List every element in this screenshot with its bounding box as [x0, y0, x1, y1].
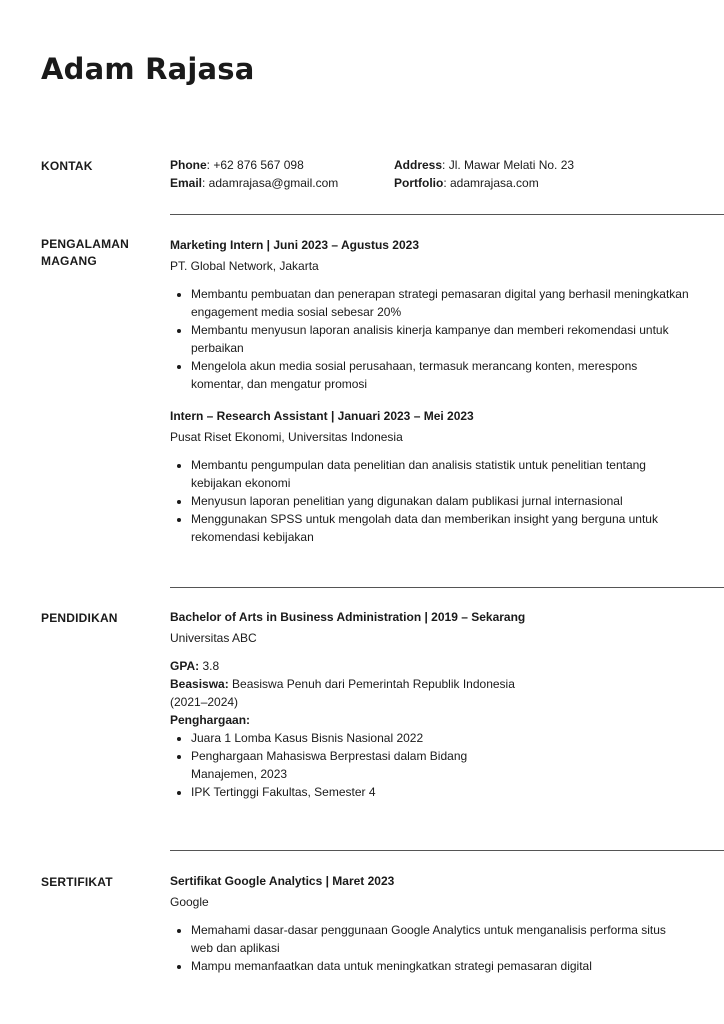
job-organization: PT. Global Network, Jakarta: [170, 259, 319, 273]
email-value: : adamrajasa@gmail.com: [202, 176, 339, 190]
education-section: [170, 608, 690, 801]
list-item: • Membantu menyusun laporan analisis kinerja kampanye dan memberi rekomendasi untuk perbaikan: [191, 321, 690, 357]
scholarship-value: Beasiswa Penuh dari Pemerintah Republik Indonesia: [228, 677, 515, 691]
portfolio-label: Portfolio: [394, 176, 444, 190]
list-item: • Membantu pembuatan dan penerapan strategi pemasaran digital yang berhasil meningkatkan engagement media sosial sebesar 20%: [191, 285, 690, 321]
job-organization: Pusat Riset Ekonomi, Universitas Indonesia: [170, 430, 403, 444]
section-label-experience-line1: PENGALAMAN: [41, 237, 129, 251]
phone-value: : +62 876 567 098: [206, 158, 304, 172]
school-name: Universitas ABC: [170, 631, 257, 645]
section-label-experience-line2: MAGANG: [41, 254, 97, 268]
portfolio-line: [394, 174, 618, 192]
certificate-issuer: Google: [170, 895, 209, 909]
scholarship-label: Beasiswa:: [170, 677, 229, 691]
certificates-section: [170, 872, 690, 975]
scholarship-line: [170, 675, 690, 693]
certificate-bullet-list: [170, 921, 690, 975]
job-bullet-list: [170, 456, 690, 546]
section-label-contact: KONTAK: [41, 159, 93, 173]
gpa-label: GPA:: [170, 659, 200, 673]
list-item: • Juara 1 Lomba Kasus Bisnis Nasional 2022: [191, 729, 491, 747]
list-item: • Menyusun laporan penelitian yang digunakan dalam publikasi jurnal internasional: [191, 492, 690, 510]
contact-section: [170, 156, 690, 192]
section-label-experience: [41, 236, 129, 270]
list-item: • Penghargaan Mahasiswa Berprestasi dalam Bidang Manajemen, 2023: [191, 747, 491, 783]
resume-name: Adam Rajasa: [41, 52, 255, 86]
portfolio-value: : adamrajasa.com: [443, 176, 539, 190]
phone-label: Phone: [170, 158, 207, 172]
section-label-certificates: SERTIFIKAT: [41, 875, 113, 889]
list-item: • Mampu memanfaatkan data untuk meningkatkan strategi pemasaran digital: [191, 957, 690, 975]
email-label: Email: [170, 176, 203, 190]
experience-job-1: [170, 236, 690, 393]
list-item: • Membantu pengumpulan data penelitian dan analisis statistik untuk penelitian tentang kebijakan ekonomi: [191, 456, 690, 492]
scholarship-years: (2021–2024): [170, 695, 239, 709]
job-title: Intern – Research Assistant | Januari 2023 – Mei 2023: [170, 409, 474, 423]
gpa-value: 3.8: [199, 659, 220, 673]
experience-job-2: [170, 407, 690, 546]
list-item: • Menggunakan SPSS untuk mengolah data dan memberikan insight yang berguna untuk rekomendasi kebijakan: [191, 510, 690, 546]
gpa-line: [170, 657, 690, 675]
list-item: • Mengelola akun media sosial perusahaan, termasuk merancang konten, merespons komentar, dan mengatur promosi: [191, 357, 690, 393]
email-line: [170, 174, 394, 192]
job-title: Marketing Intern | Juni 2023 – Agustus 2023: [170, 238, 419, 252]
degree-title: Bachelor of Arts in Business Administration | 2019 – Sekarang: [170, 610, 526, 624]
list-item: • Memahami dasar-dasar penggunaan Google Analytics untuk menganalisis performa situs web dan aplikasi: [191, 921, 690, 957]
certificate-title: Sertifikat Google Analytics | Maret 2023: [170, 874, 395, 888]
divider: [170, 850, 724, 851]
address-value: : Jl. Mawar Melati No. 23: [442, 158, 575, 172]
list-item: • IPK Tertinggi Fakultas, Semester 4: [191, 783, 491, 801]
awards-list: [170, 729, 491, 801]
phone-line: [170, 156, 394, 174]
divider: [170, 587, 724, 588]
awards-label: Penghargaan:: [170, 713, 251, 727]
job-bullet-list: [170, 285, 690, 393]
section-label-education: PENDIDIKAN: [41, 611, 118, 625]
address-line: [394, 156, 618, 174]
address-label: Address: [394, 158, 443, 172]
divider: [170, 214, 724, 215]
